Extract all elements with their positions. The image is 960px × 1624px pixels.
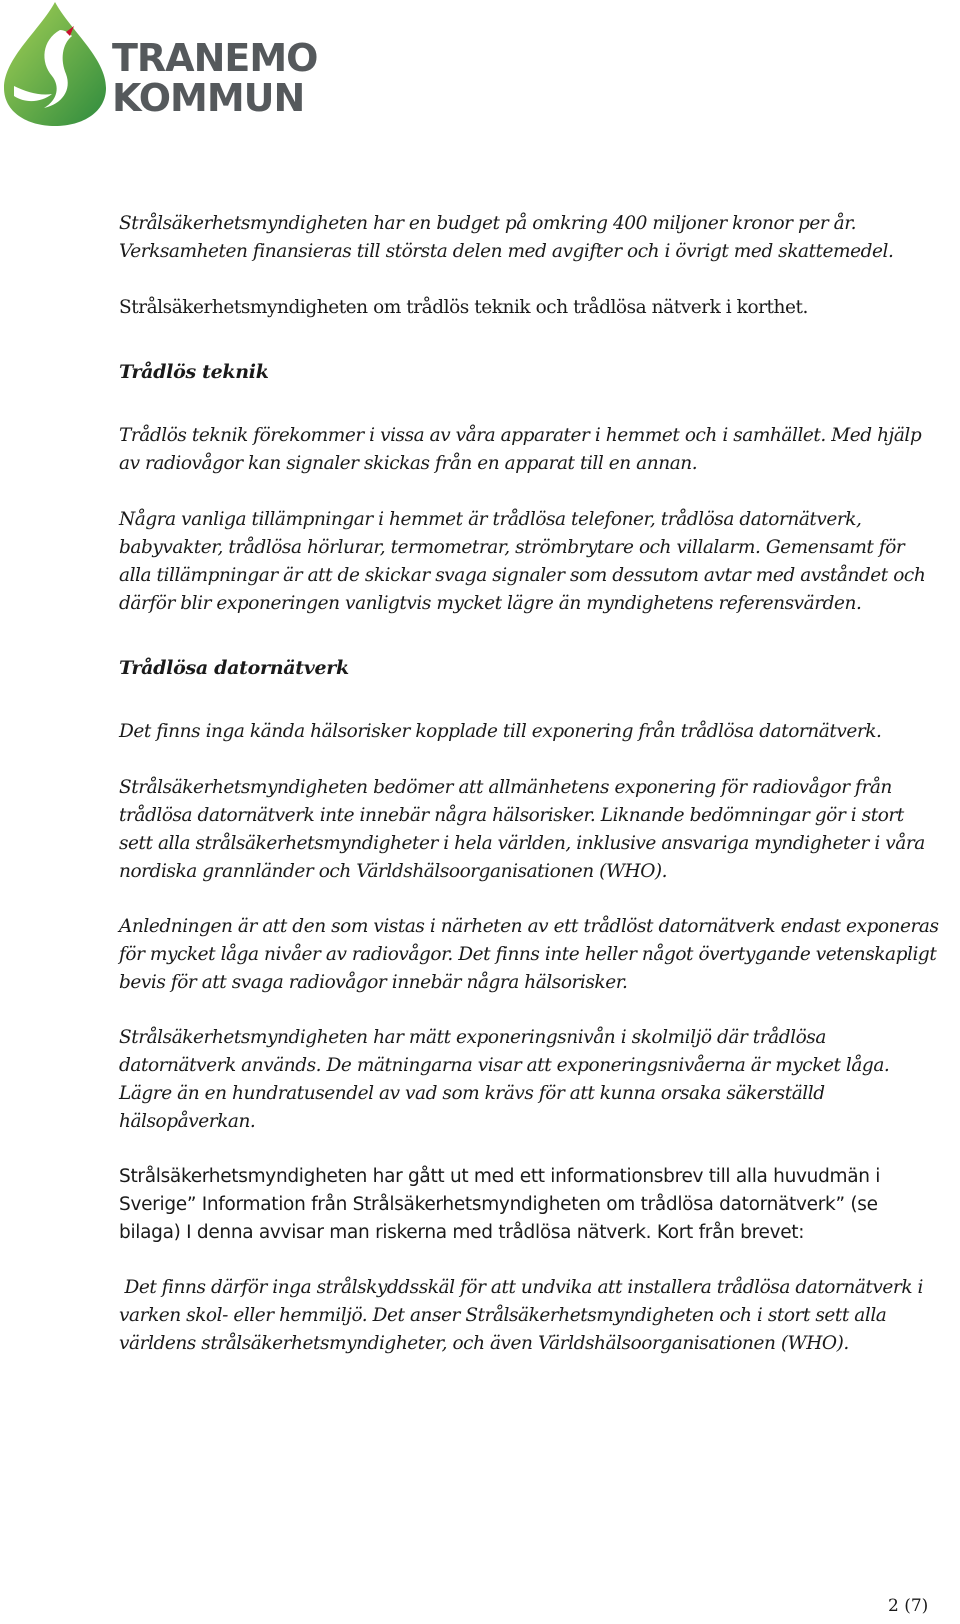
logo-emblem-icon — [0, 0, 110, 130]
tranemo-kommun-logo — [0, 0, 318, 130]
paragraph-intro: Strålsäkerhetsmyndigheten om trådlös teknik och trådlösa nätverk i korthet. — [119, 297, 808, 318]
heading-tradlos-teknik: Trådlös teknik — [119, 361, 269, 383]
logo-line-1: TRANEMO — [112, 36, 318, 80]
paragraph-matningar: Strålsäkerhetsmyndigheten har mätt exponeringsnivån i skolmiljö där trådlösa datornätverk används. De mätningarna visar att exponeringsnivåerna är mycket låga. Lägre än en hundratusendel av vad som krävs för att kunna orsaka säkerställd hälsopåverkan. — [119, 1027, 890, 1132]
paragraph-informationsbrev: Strålsäkerhetsmyndigheten har gått ut med ett informationsbrev till alla huvudmän i Sverige” Information från Strålsäkerhetsmyndigheten om trådlösa datornätverk” (se bilaga) I denna avvisar man riskerna med trådlösa nätverk. Kort från brevet: — [119, 1166, 881, 1243]
paragraph-anledning: Anledningen är att den som vistas i närheten av ett trådlöst datornätverk endast exponeras för mycket låga nivåer av radiovågor. Det finns inte heller något övertygande vetenskapligt bevis för att svaga radiovågor innebär några hälsorisker. — [119, 916, 939, 993]
document-body — [119, 210, 939, 1358]
paragraph-bedomning: Strålsäkerhetsmyndigheten bedömer att allmänhetens exponering för radiovågor från trådlösa datornätverk inte innebär några hälsorisker. Liknande bedömningar gör i stort sett alla strålsäkerhetsmyndigheter i hela världen, inklusive ansvariga myndigheter i våra nordiska grannländer och Världshälsoorganisationen (WHO). — [119, 777, 925, 882]
heading-tradlosa-datornatverk: Trådlösa datornätverk — [119, 657, 349, 679]
logo-line-2: KOMMUN — [112, 76, 305, 120]
paragraph-budget: Strålsäkerhetsmyndigheten har en budget på omkring 400 miljoner kronor per år. Verksamheten finansieras till största delen med avgifter och i övrigt med skattemedel. — [119, 213, 894, 262]
paragraph-tillampningar: Några vanliga tillämpningar i hemmet är trådlösa telefoner, trådlösa datornätverk, babyvakter, trådlösa hörlurar, termometrar, strömbrytare och villalarm. Gemensamt för alla tillämpningar är att de skickar svaga signaler som dessutom avtar med avståndet och därför blir exponeringen vanligtvis mycket lägre än myndighetens referensvärden. — [119, 509, 926, 614]
paragraph-tradlos-teknik: Trådlös teknik förekommer i vissa av våra apparater i hemmet och i samhället. Med hjälp av radiovågor kan signaler skickas från en apparat till en annan. — [119, 425, 922, 474]
paragraph-citat-brev: Det finns därför inga strålskyddsskäl för att undvika att installera trådlösa datornätverk i varken skol- eller hemmiljö. Det anser Strålsäkerhetsmyndigheten och i stort sett alla världens strålsäkerhetsmyndigheter, och även Världshälsoorganisationen (WHO). — [119, 1277, 929, 1354]
logo-wordmark — [112, 38, 317, 118]
paragraph-halsorisker: Det finns inga kända hälsorisker kopplade till exponering från trådlösa datornätverk. — [119, 721, 882, 742]
page-number: 2 (7) — [888, 1596, 929, 1616]
